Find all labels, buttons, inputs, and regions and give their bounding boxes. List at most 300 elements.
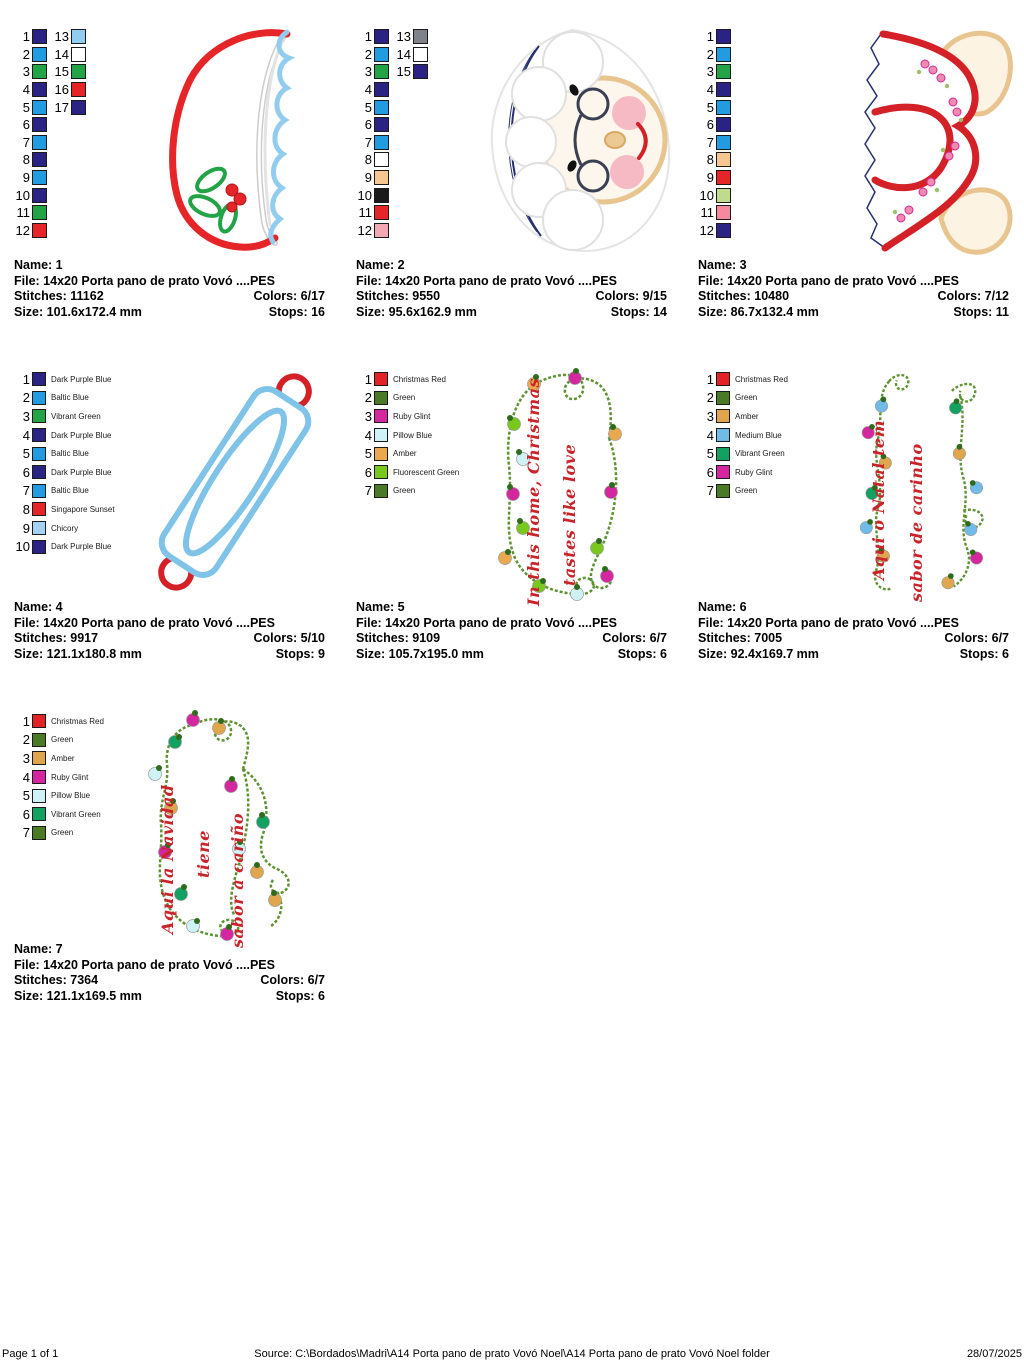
design-file: File: 14x20 Porta pano de prato Vovó ....PES bbox=[698, 273, 959, 288]
color-name: Green bbox=[393, 393, 416, 403]
color-name: Pillow Blue bbox=[393, 430, 433, 440]
color-swatch bbox=[32, 733, 46, 747]
lights-garland-art bbox=[834, 362, 1024, 602]
color-number: 1 bbox=[364, 29, 372, 45]
color-swatch bbox=[32, 751, 46, 765]
color-swatch bbox=[71, 47, 86, 62]
palette-entry bbox=[352, 370, 459, 389]
palette-entry bbox=[694, 134, 731, 152]
palette-entry bbox=[352, 81, 389, 99]
color-swatch bbox=[374, 64, 389, 79]
color-name: Singapore Sunset bbox=[51, 504, 115, 514]
color-name: Green bbox=[735, 486, 758, 496]
palette-entry bbox=[352, 444, 459, 463]
color-number: 7 bbox=[364, 134, 372, 150]
color-swatch bbox=[374, 170, 389, 185]
color-swatch bbox=[413, 29, 428, 44]
color-number: 1 bbox=[706, 29, 714, 45]
palette-entry bbox=[10, 463, 115, 482]
nose bbox=[605, 132, 625, 148]
color-number: 13 bbox=[54, 29, 69, 45]
color-number: 9 bbox=[364, 170, 372, 186]
color-swatch bbox=[716, 135, 731, 150]
design-size: Size: 121.1x169.5 mm bbox=[14, 988, 142, 1003]
color-swatch bbox=[32, 135, 47, 150]
palette-entry bbox=[694, 116, 731, 134]
color-number: 9 bbox=[22, 520, 30, 536]
color-name: Vibrant Green bbox=[51, 809, 101, 819]
palette-entry bbox=[352, 204, 389, 222]
color-swatch bbox=[716, 152, 731, 167]
palette-entry bbox=[10, 426, 115, 445]
design-stitches: Stitches: 7005 bbox=[698, 631, 783, 645]
color-number: 6 bbox=[364, 464, 372, 480]
color-name: Amber bbox=[51, 753, 75, 763]
color-number: 4 bbox=[706, 82, 714, 98]
color-swatch bbox=[32, 82, 47, 97]
color-number: 4 bbox=[22, 769, 30, 785]
design-preview-1 bbox=[135, 20, 335, 260]
color-number: 12 bbox=[699, 222, 714, 238]
color-number: 1 bbox=[22, 713, 30, 729]
color-swatch bbox=[374, 47, 389, 62]
color-number: 9 bbox=[22, 170, 30, 186]
art-text-line: sabor de carinho bbox=[907, 443, 926, 602]
color-swatch bbox=[32, 484, 46, 498]
color-name: Baltic Blue bbox=[51, 486, 89, 496]
print-date: 28/07/2025 bbox=[966, 1348, 1022, 1360]
palette-entry bbox=[694, 426, 788, 445]
palette-entry bbox=[352, 169, 389, 187]
color-number: 2 bbox=[706, 390, 714, 406]
color-number: 3 bbox=[706, 408, 714, 424]
design-name: Name: 6 bbox=[698, 600, 747, 614]
design-stops: Stops: 11 bbox=[953, 304, 1009, 319]
color-swatch bbox=[716, 409, 730, 423]
color-number: 2 bbox=[22, 390, 30, 406]
color-number: 5 bbox=[22, 446, 30, 462]
color-name: Dark Purple Blue bbox=[51, 374, 112, 384]
dress-art bbox=[819, 20, 1019, 260]
color-number: 6 bbox=[706, 464, 714, 480]
palette-entry bbox=[10, 749, 104, 768]
color-number: 7 bbox=[22, 825, 30, 841]
color-number: 5 bbox=[364, 99, 372, 115]
color-number: 13 bbox=[396, 29, 411, 45]
palette-entry bbox=[10, 519, 115, 538]
palette-entry bbox=[10, 169, 47, 187]
color-name: Dark Purple Blue bbox=[51, 542, 112, 552]
color-name: Green bbox=[393, 486, 416, 496]
palette bbox=[10, 28, 86, 239]
color-number: 6 bbox=[706, 117, 714, 133]
design-size: Size: 105.7x195.0 mm bbox=[356, 646, 484, 661]
palette-entry bbox=[352, 63, 389, 81]
design-name: Name: 7 bbox=[14, 942, 63, 956]
color-name: Dark Purple Blue bbox=[51, 430, 112, 440]
color-number: 8 bbox=[364, 152, 372, 168]
color-number: 4 bbox=[706, 427, 714, 443]
color-number: 15 bbox=[396, 64, 411, 80]
palette-entry bbox=[10, 186, 47, 204]
design-file: File: 14x20 Porta pano de prato Vovó ....PES bbox=[14, 273, 275, 288]
palette-entry bbox=[10, 222, 47, 240]
palette-entry bbox=[694, 46, 731, 64]
color-name: Ruby Glint bbox=[393, 411, 431, 421]
palette-entry bbox=[352, 28, 389, 46]
color-swatch bbox=[716, 188, 731, 203]
color-name: Ruby Glint bbox=[51, 772, 89, 782]
color-name: Vibrant Green bbox=[735, 449, 785, 459]
color-swatch bbox=[32, 770, 46, 784]
design-preview-4 bbox=[135, 362, 335, 602]
design-stops: Stops: 6 bbox=[959, 646, 1009, 661]
color-number: 7 bbox=[706, 483, 714, 499]
color-swatch bbox=[32, 502, 46, 516]
design-preview-5 bbox=[477, 362, 677, 606]
palette bbox=[694, 370, 788, 500]
color-swatch bbox=[32, 117, 47, 132]
color-swatch bbox=[374, 117, 389, 132]
color-number: 1 bbox=[364, 371, 372, 387]
cheek bbox=[610, 155, 644, 189]
color-swatch bbox=[716, 100, 731, 115]
color-number: 1 bbox=[22, 29, 30, 45]
color-swatch bbox=[374, 223, 389, 238]
palette-entry bbox=[10, 151, 47, 169]
color-number: 8 bbox=[22, 152, 30, 168]
palette bbox=[10, 370, 115, 556]
art-text-line: sabor a cariño bbox=[228, 812, 247, 948]
color-number: 12 bbox=[15, 222, 30, 238]
color-swatch bbox=[32, 826, 46, 840]
palette-entry bbox=[10, 712, 104, 731]
color-number: 5 bbox=[364, 446, 372, 462]
palette-entry bbox=[10, 786, 104, 805]
color-swatch bbox=[71, 64, 86, 79]
page-number: Page 1 of 1 bbox=[2, 1348, 59, 1360]
design-card-6 bbox=[684, 362, 1024, 692]
design-name: Name: 5 bbox=[356, 600, 405, 614]
palette-entry bbox=[10, 63, 47, 81]
design-stops: Stops: 6 bbox=[275, 988, 325, 1003]
design-info-1 bbox=[14, 258, 325, 320]
color-swatch bbox=[32, 188, 47, 203]
rolling-pin-art bbox=[135, 362, 335, 602]
color-swatch bbox=[716, 484, 730, 498]
art-text-line: Aqui o Natal tem bbox=[869, 419, 888, 580]
color-swatch bbox=[716, 47, 731, 62]
color-name: Fluorescent Green bbox=[393, 467, 460, 477]
palette-entry bbox=[352, 389, 459, 408]
color-swatch bbox=[32, 447, 46, 461]
design-info-5 bbox=[356, 600, 667, 662]
color-name: Vibrant Green bbox=[51, 411, 101, 421]
palette-entry bbox=[352, 186, 389, 204]
design-preview-3 bbox=[819, 20, 1019, 260]
color-name: Baltic Blue bbox=[51, 393, 89, 403]
color-number: 7 bbox=[706, 134, 714, 150]
palette-entry bbox=[391, 46, 428, 64]
color-swatch bbox=[716, 170, 731, 185]
palette-entry bbox=[391, 63, 428, 81]
color-swatch bbox=[374, 465, 388, 479]
palette-entry bbox=[10, 768, 104, 787]
color-number: 7 bbox=[364, 483, 372, 499]
palette-entry bbox=[694, 63, 731, 81]
color-number: 4 bbox=[22, 82, 30, 98]
color-swatch bbox=[374, 100, 389, 115]
design-preview-6 bbox=[834, 362, 1024, 602]
color-swatch bbox=[32, 714, 46, 728]
color-number: 2 bbox=[706, 46, 714, 62]
palette bbox=[352, 370, 459, 500]
color-swatch bbox=[32, 540, 46, 554]
design-info-2 bbox=[356, 258, 667, 320]
palette-entry bbox=[352, 463, 459, 482]
santa-hat-art bbox=[135, 20, 335, 260]
palette-entry bbox=[10, 805, 104, 824]
design-card-3 bbox=[684, 20, 1024, 350]
color-swatch bbox=[374, 205, 389, 220]
design-size: Size: 101.6x172.4 mm bbox=[14, 304, 142, 319]
color-number: 11 bbox=[358, 205, 372, 221]
design-info-7 bbox=[14, 942, 325, 1004]
art-text-line: Aqui la Navidad bbox=[158, 784, 177, 934]
color-name: Green bbox=[735, 393, 758, 403]
color-number: 1 bbox=[706, 371, 714, 387]
palette bbox=[352, 28, 428, 239]
color-swatch bbox=[374, 152, 389, 167]
color-number: 14 bbox=[54, 46, 69, 62]
color-swatch bbox=[374, 82, 389, 97]
design-card-5 bbox=[342, 362, 682, 692]
design-file: File: 14x20 Porta pano de prato Vovó ....PES bbox=[14, 957, 275, 972]
palette-entry bbox=[49, 28, 86, 46]
design-card-1 bbox=[0, 20, 340, 350]
color-number: 3 bbox=[706, 64, 714, 80]
color-number: 10 bbox=[15, 539, 30, 555]
design-file: File: 14x20 Porta pano de prato Vovó ....PES bbox=[356, 273, 617, 288]
art-text-line: tastes like love bbox=[560, 443, 579, 586]
design-colors: Colors: 6/7 bbox=[260, 973, 325, 987]
design-preview-2 bbox=[477, 20, 677, 260]
color-name: Christmas Red bbox=[735, 374, 788, 384]
palette-entry bbox=[694, 482, 788, 501]
design-stitches: Stitches: 9109 bbox=[356, 631, 441, 645]
color-number: 8 bbox=[22, 501, 30, 517]
color-swatch bbox=[716, 223, 731, 238]
color-number: 7 bbox=[22, 483, 30, 499]
color-name: Pillow Blue bbox=[51, 791, 91, 801]
color-name: Green bbox=[51, 735, 74, 745]
design-stops: Stops: 16 bbox=[268, 304, 325, 319]
color-swatch bbox=[716, 205, 731, 220]
color-swatch bbox=[32, 521, 46, 535]
color-number: 3 bbox=[364, 408, 372, 424]
color-swatch bbox=[374, 188, 389, 203]
design-info-3 bbox=[698, 258, 1009, 320]
palette-entry bbox=[694, 204, 731, 222]
color-swatch bbox=[413, 64, 428, 79]
color-number: 8 bbox=[706, 152, 714, 168]
color-swatch bbox=[71, 29, 86, 44]
palette-entry bbox=[49, 63, 86, 81]
design-file: File: 14x20 Porta pano de prato Vovó ....PES bbox=[698, 615, 959, 630]
color-swatch bbox=[32, 428, 46, 442]
palette-entry bbox=[10, 28, 47, 46]
color-number: 11 bbox=[700, 205, 714, 221]
color-swatch bbox=[32, 807, 46, 821]
color-name: Christmas Red bbox=[51, 716, 104, 726]
color-number: 16 bbox=[54, 82, 69, 98]
color-swatch bbox=[716, 64, 731, 79]
design-size: Size: 86.7x132.4 mm bbox=[698, 304, 819, 319]
color-swatch bbox=[716, 82, 731, 97]
palette-entry bbox=[352, 151, 389, 169]
palette bbox=[10, 712, 104, 842]
design-size: Size: 121.1x180.8 mm bbox=[14, 646, 142, 661]
design-preview-7 bbox=[135, 704, 335, 948]
palette-entry bbox=[352, 134, 389, 152]
color-number: 6 bbox=[364, 117, 372, 133]
palette-entry bbox=[352, 46, 389, 64]
palette-entry bbox=[352, 116, 389, 134]
color-number: 17 bbox=[54, 99, 69, 115]
color-swatch bbox=[71, 100, 86, 115]
palette-entry bbox=[10, 482, 115, 501]
design-name: Name: 2 bbox=[356, 258, 405, 272]
color-swatch bbox=[32, 223, 47, 238]
palette-entry bbox=[352, 98, 389, 116]
palette-entry bbox=[10, 370, 115, 389]
design-file: File: 14x20 Porta pano de prato Vovó ....PES bbox=[14, 615, 275, 630]
color-number: 3 bbox=[22, 64, 30, 80]
color-swatch bbox=[374, 372, 388, 386]
color-number: 3 bbox=[22, 408, 30, 424]
palette-entry bbox=[352, 426, 459, 445]
color-number: 10 bbox=[699, 187, 714, 203]
color-swatch bbox=[716, 447, 730, 461]
design-card-4 bbox=[0, 362, 340, 692]
color-swatch bbox=[32, 409, 46, 423]
palette-entry bbox=[10, 407, 115, 426]
color-number: 4 bbox=[22, 427, 30, 443]
color-number: 2 bbox=[22, 46, 30, 62]
color-name: Amber bbox=[735, 411, 759, 421]
design-colors: Colors: 6/7 bbox=[602, 631, 667, 645]
color-swatch bbox=[716, 465, 730, 479]
design-colors: Colors: 5/10 bbox=[253, 631, 325, 645]
color-swatch bbox=[716, 428, 730, 442]
palette-entry bbox=[10, 98, 47, 116]
color-swatch bbox=[374, 428, 388, 442]
color-name: Baltic Blue bbox=[51, 449, 89, 459]
palette-entry bbox=[694, 389, 788, 408]
color-number: 6 bbox=[22, 806, 30, 822]
color-name: Chicory bbox=[51, 523, 79, 533]
color-swatch bbox=[374, 447, 388, 461]
palette-entry bbox=[10, 134, 47, 152]
design-name: Name: 1 bbox=[14, 258, 63, 272]
color-number: 2 bbox=[364, 46, 372, 62]
color-swatch bbox=[413, 47, 428, 62]
palette-entry bbox=[694, 151, 731, 169]
design-card-2 bbox=[342, 20, 682, 350]
design-stops: Stops: 6 bbox=[617, 646, 667, 661]
color-number: 12 bbox=[357, 222, 372, 238]
palette-entry bbox=[352, 407, 459, 426]
color-number: 2 bbox=[22, 732, 30, 748]
palette-entry bbox=[10, 81, 47, 99]
color-number: 2 bbox=[364, 390, 372, 406]
color-name: Dark Purple Blue bbox=[51, 467, 112, 477]
palette-entry bbox=[694, 463, 788, 482]
design-name: Name: 4 bbox=[14, 600, 63, 614]
color-number: 6 bbox=[22, 464, 30, 480]
color-swatch bbox=[71, 82, 86, 97]
design-stitches: Stitches: 11162 bbox=[14, 289, 104, 303]
color-number: 14 bbox=[396, 46, 411, 62]
color-name: Ruby Glint bbox=[735, 467, 773, 477]
design-file: File: 14x20 Porta pano de prato Vovó ....PES bbox=[356, 615, 617, 630]
color-number: 5 bbox=[706, 99, 714, 115]
palette-entry bbox=[10, 444, 115, 463]
design-name: Name: 3 bbox=[698, 258, 747, 272]
palette-entry bbox=[10, 389, 115, 408]
color-number: 11 bbox=[16, 205, 30, 221]
color-swatch bbox=[374, 135, 389, 150]
design-stops: Stops: 9 bbox=[275, 646, 325, 661]
color-swatch bbox=[374, 409, 388, 423]
grandma-face-art bbox=[477, 20, 677, 260]
palette-entry bbox=[49, 98, 86, 116]
color-swatch bbox=[374, 391, 388, 405]
design-info-6 bbox=[698, 600, 1009, 662]
color-number: 7 bbox=[22, 134, 30, 150]
color-number: 5 bbox=[22, 788, 30, 804]
design-colors: Colors: 9/15 bbox=[595, 289, 667, 303]
palette-entry bbox=[10, 46, 47, 64]
design-stitches: Stitches: 9550 bbox=[356, 289, 441, 303]
art-text-line: In this home, Christmas bbox=[524, 378, 543, 606]
palette-entry bbox=[694, 370, 788, 389]
color-swatch bbox=[32, 152, 47, 167]
color-swatch bbox=[716, 372, 730, 386]
art-text-line: tiene bbox=[194, 830, 213, 878]
source-path: Source: C:\Bordados\Madri\A14 Porta pano de prato Vovó Noel\A14 Porta pano de prato Vovó Noel folder bbox=[254, 1348, 770, 1360]
color-swatch bbox=[374, 29, 389, 44]
palette-entry bbox=[694, 81, 731, 99]
color-name: Green bbox=[51, 828, 74, 838]
palette-entry bbox=[694, 186, 731, 204]
color-name: Christmas Red bbox=[393, 374, 446, 384]
palette-entry bbox=[10, 116, 47, 134]
palette-entry bbox=[694, 169, 731, 187]
color-number: 4 bbox=[364, 82, 372, 98]
color-swatch bbox=[716, 29, 731, 44]
color-number: 15 bbox=[54, 64, 69, 80]
color-number: 9 bbox=[706, 170, 714, 186]
palette-entry bbox=[352, 222, 389, 240]
palette-entry bbox=[391, 28, 428, 46]
color-number: 3 bbox=[364, 64, 372, 80]
color-swatch bbox=[374, 484, 388, 498]
design-colors: Colors: 6/17 bbox=[253, 289, 325, 303]
color-swatch bbox=[32, 465, 46, 479]
design-colors: Colors: 6/7 bbox=[944, 631, 1009, 645]
palette-entry bbox=[10, 824, 104, 843]
